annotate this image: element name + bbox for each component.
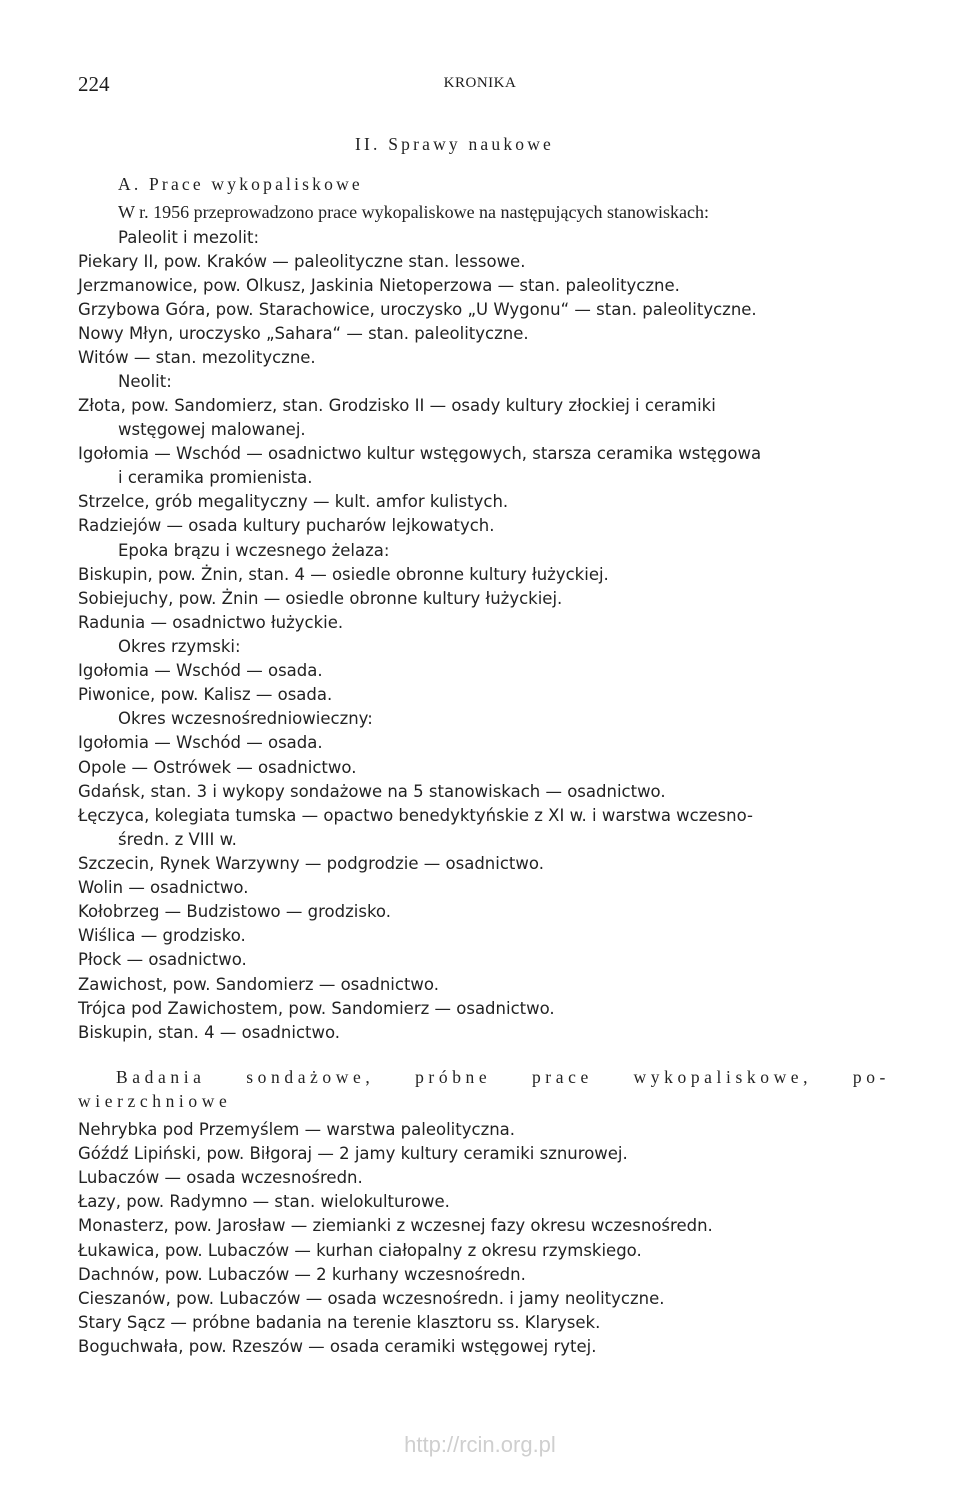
site-entry: Igołomia — Wschód — osadnictwo kultur wstęgowych, starsza ceramika wstęgowa [78, 444, 762, 463]
site-entry-continuation: wstęgowej malowanej. [118, 420, 306, 439]
site-entry: Igołomia — Wschód — osada. [78, 733, 323, 752]
survey-entry: Dachnów, pow. Lubaczów — 2 kurhany wczesnośredn. [78, 1265, 526, 1284]
site-entry-continuation: średn. z VIII w. [118, 830, 237, 849]
period-heading: Okres rzymski: [118, 637, 241, 656]
site-entry: Witów — stan. mezolityczne. [78, 348, 316, 367]
site-entry: Grzybowa Góra, pow. Starachowice, uroczysko „U Wygonu“ — stan. paleolityczne. [78, 300, 757, 319]
site-entry: Płock — osadnictwo. [78, 950, 247, 969]
site-entry: Gdańsk, stan. 3 i wykopy sondażowe na 5 stanowiskach — osadnictwo. [78, 782, 666, 801]
survey-entry: Góźdź Lipiński, pow. Biłgoraj — 2 jamy kultury ceramiki sznurowej. [78, 1144, 628, 1163]
running-head: KRONIKA [443, 75, 517, 91]
period-heading: Epoka brązu i wczesnego żelaza: [118, 541, 390, 560]
site-entry: Radunia — osadnictwo łużyckie. [78, 613, 344, 632]
site-entry: Zawichost, pow. Sandomierz — osadnictwo. [78, 975, 439, 994]
badania-heading-continuation: wierzchniowe [78, 1091, 232, 1111]
watermark-url: http://rcin.org.pl [404, 1432, 556, 1457]
survey-entry: Stary Sącz — próbne badania na terenie klasztoru ss. Klarysek. [78, 1313, 601, 1332]
site-entry: Nowy Młyn, uroczysko „Sahara“ — stan. paleolityczne. [78, 324, 529, 343]
survey-entry: Łazy, pow. Radymno — stan. wielokulturowe. [78, 1192, 450, 1211]
site-entry: Biskupin, pow. Żnin, stan. 4 — osiedle obronne kultury łużyckiej. [78, 565, 609, 584]
survey-entry: Monasterz, pow. Jarosław — ziemianki z wczesnej fazy okresu wczesnośredn. [78, 1216, 713, 1235]
badania-heading-word: sondażowe, [246, 1067, 375, 1087]
period-heading: Okres wczesnośredniowieczny: [118, 709, 373, 728]
badania-heading-word: próbne [415, 1067, 492, 1087]
site-entry: Strzelce, grób megalityczny — kult. amfor kulistych. [78, 492, 509, 511]
site-entry: Biskupin, stan. 4 — osadnictwo. [78, 1023, 341, 1042]
site-entry: Złota, pow. Sandomierz, stan. Grodzisko II — osady kultury złockiej i ceramiki [78, 396, 716, 415]
survey-entry: Nehrybka pod Przemyślem — warstwa paleolityczna. [78, 1120, 516, 1139]
section-title: II. Sprawy naukowe [355, 134, 555, 154]
site-entry: Piwonice, pow. Kalisz — osada. [78, 685, 333, 704]
survey-entry: Lubaczów — osada wczesnośredn. [78, 1168, 363, 1187]
intro-text: W r. 1956 przeprowadzono prace wykopaliskowe na następujących stanowiskach: [118, 202, 709, 222]
badania-heading-word: prace [531, 1067, 593, 1087]
badania-heading-word: wykopaliskowe, [633, 1067, 813, 1087]
site-entry: Igołomia — Wschód — osada. [78, 661, 323, 680]
site-entry-continuation: i ceramika promienista. [118, 468, 313, 487]
period-heading: Paleolit i mezolit: [118, 228, 260, 247]
site-entry: Jerzmanowice, pow. Olkusz, Jaskinia Nietoperzowa — stan. paleolityczne. [78, 276, 680, 295]
survey-entry: Boguchwała, pow. Rzeszów — osada ceramiki wstęgowej rytej. [78, 1337, 597, 1356]
survey-entry: Cieszanów, pow. Lubaczów — osada wczesnośredn. i jamy neolityczne. [78, 1289, 665, 1308]
period-heading: Neolit: [118, 372, 172, 391]
survey-entry: Łukawica, pow. Lubaczów — kurhan ciałopalny z okresu rzymskiego. [78, 1241, 642, 1260]
badania-heading-word: Badania [116, 1067, 206, 1087]
page-number: 224 [78, 72, 110, 96]
badania-heading-word: po- [852, 1067, 890, 1087]
site-entry: Opole — Ostrówek — osadnictwo. [78, 758, 357, 777]
badania-heading [116, 1067, 890, 1087]
site-entry: Wiślica — grodzisko. [78, 926, 246, 945]
site-entry: Piekary II, pow. Kraków — paleolityczne stan. lessowe. [78, 252, 526, 271]
site-entry: Łęczyca, kolegiata tumska — opactwo benedyktyńskie z XI w. i warstwa wczesno- [78, 806, 753, 825]
site-entry: Szczecin, Rynek Warzywny — podgrodzie — osadnictwo. [78, 854, 544, 873]
site-entry: Wolin — osadnictwo. [78, 878, 249, 897]
site-entry: Kołobrzeg — Budzistowo — grodzisko. [78, 902, 391, 921]
site-entry: Radziejów — osada kultury pucharów lejkowatych. [78, 516, 495, 535]
site-entry: Trójca pod Zawichostem, pow. Sandomierz — osadnictwo. [78, 999, 555, 1018]
site-entry: Sobiejuchy, pow. Żnin — osiedle obronne kultury łużyckiej. [78, 589, 563, 608]
subsection-heading: A. Prace wykopaliskowe [118, 174, 363, 194]
